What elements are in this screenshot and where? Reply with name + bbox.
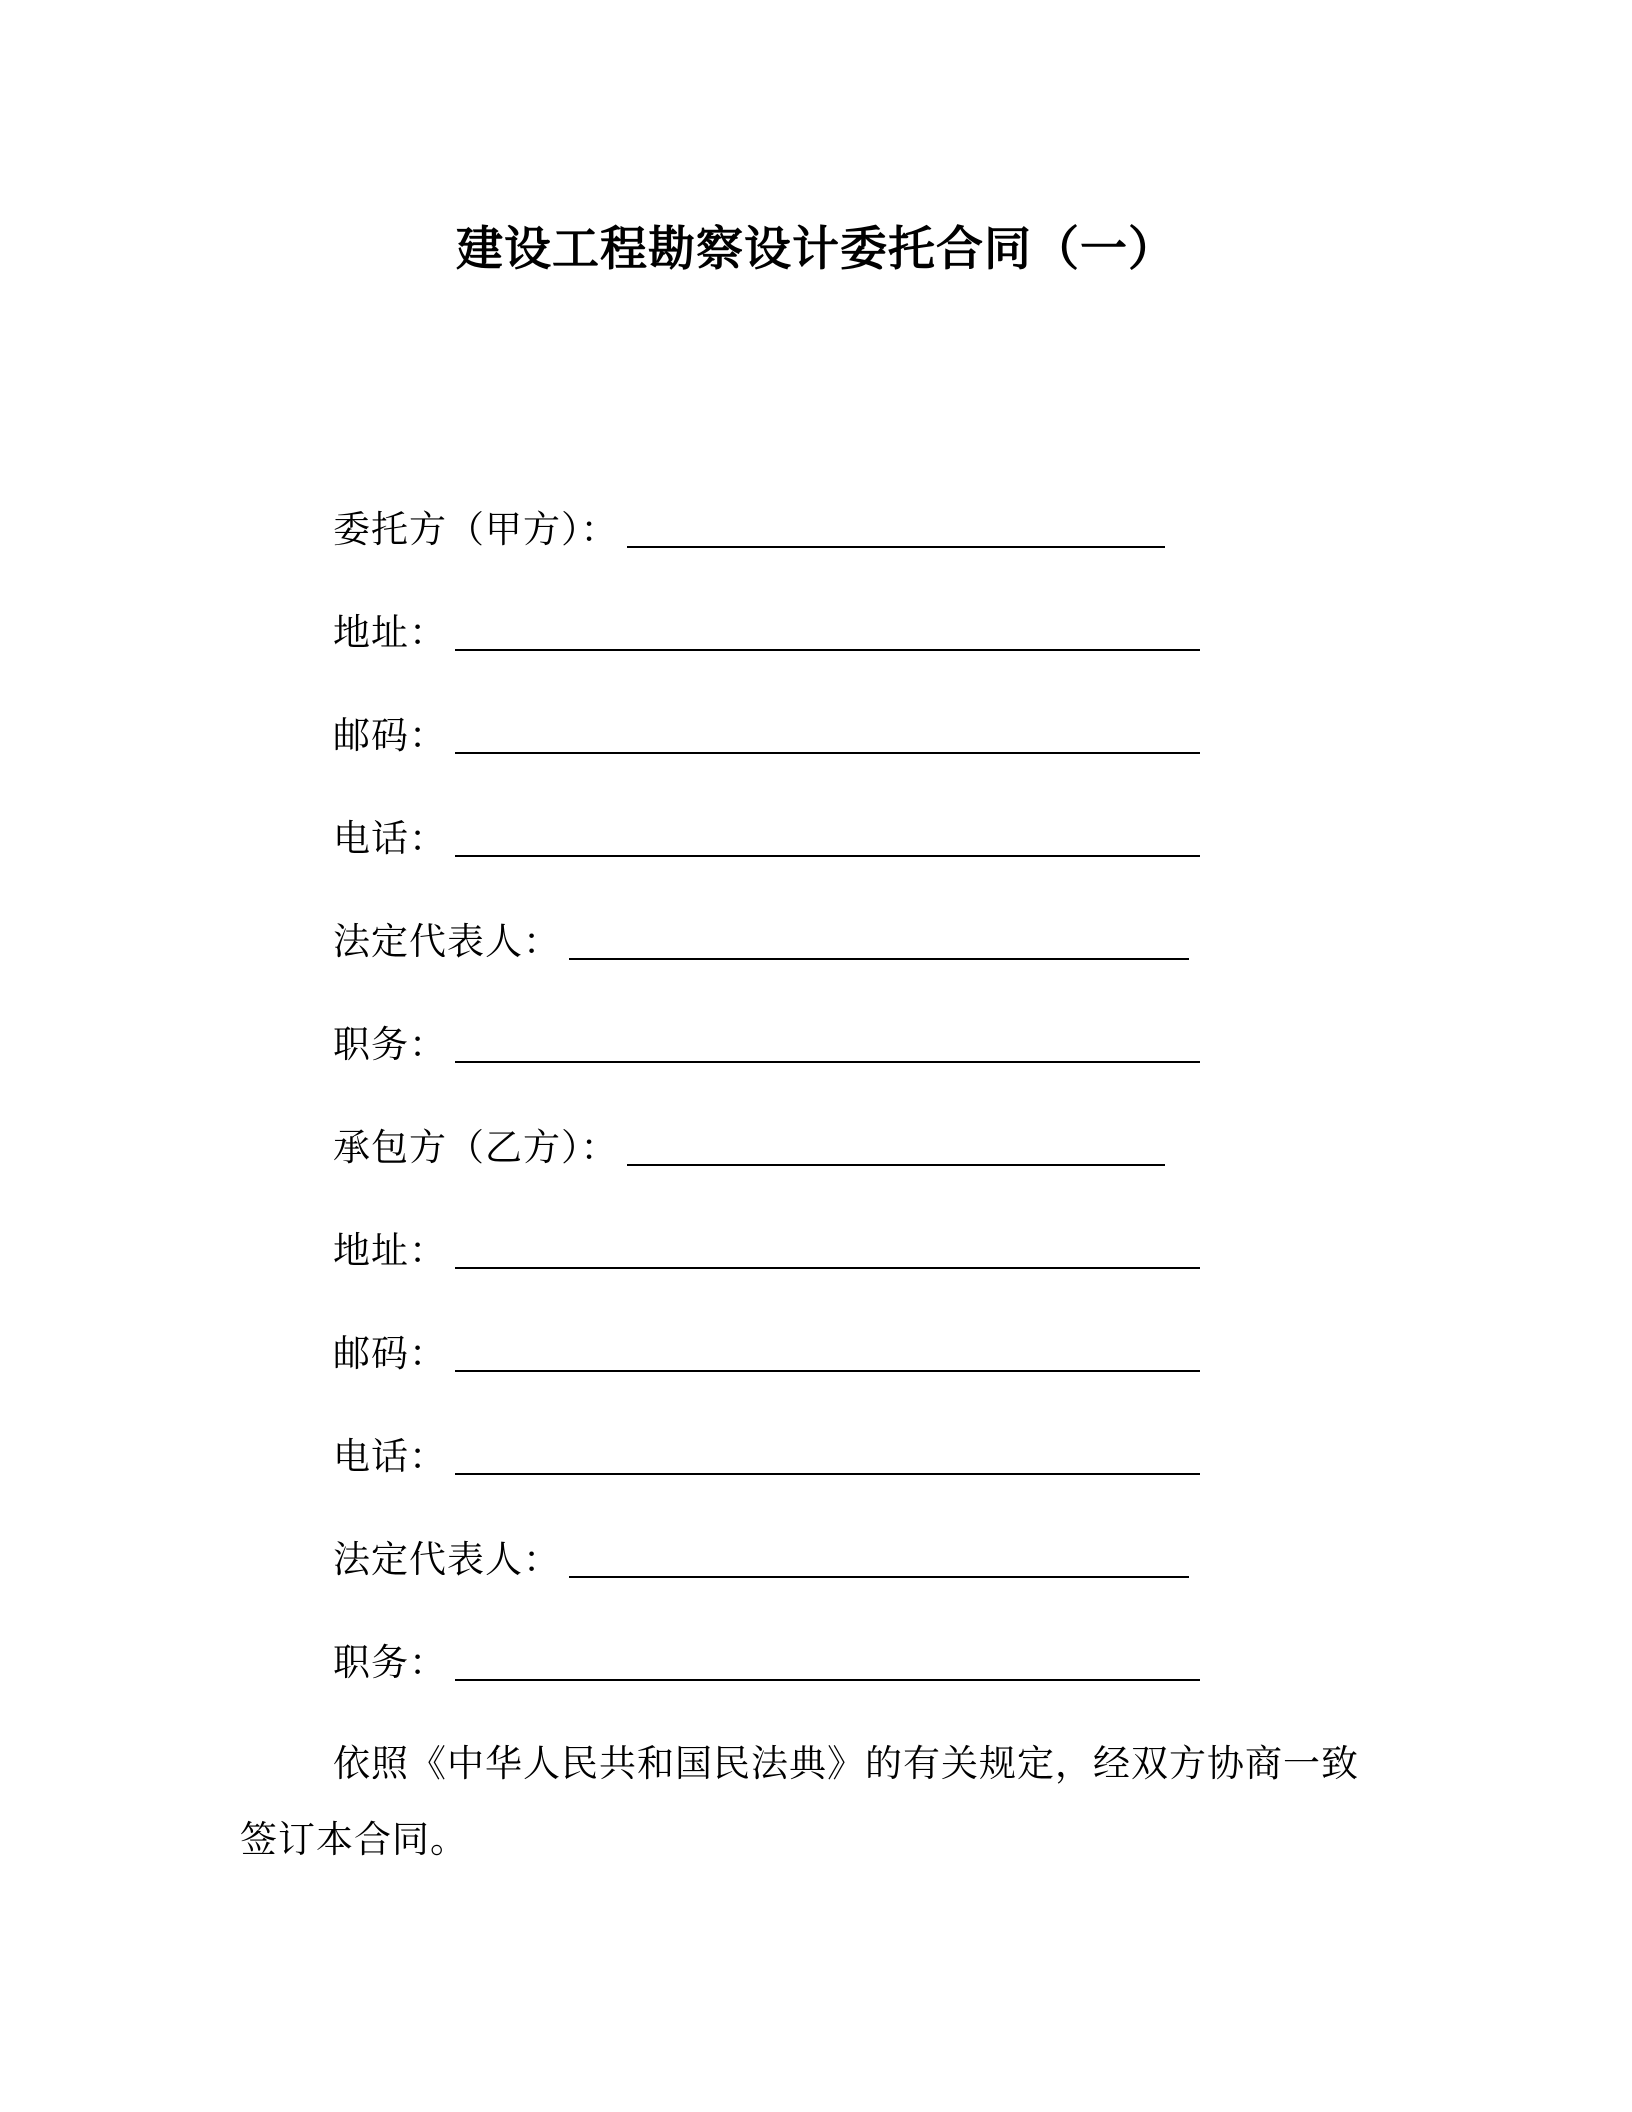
preamble-paragraph: 依照《中华人民共和国民法典》的有关规定，经双方协商一致签订本合同。: [240, 1742, 1359, 1861]
party-a-position-field: [333, 1013, 1200, 1069]
party-b-address-blank[interactable]: [455, 1227, 1200, 1269]
party-b-phone-field: [333, 1425, 1200, 1481]
party-a-legal-rep-label: 法定代表人：: [333, 920, 561, 963]
party-a-address-field: [333, 601, 1200, 657]
party-b-position-label: 职务：: [333, 1641, 447, 1684]
document-title: 建设工程勘察设计委托合同（一）: [456, 222, 1176, 277]
party-b-postcode-field: [333, 1322, 1200, 1378]
party-a-address-label: 地址：: [333, 611, 447, 654]
party-a-postcode-blank[interactable]: [455, 712, 1200, 754]
party-b-position-field: [333, 1631, 1200, 1687]
party-a-phone-field: [333, 807, 1200, 863]
party-b-address-label: 地址：: [333, 1229, 447, 1272]
party-a-address-blank[interactable]: [455, 609, 1200, 651]
party-a-name-blank[interactable]: [627, 506, 1165, 548]
party-b-phone-label: 电话：: [333, 1435, 447, 1478]
party-a-position-blank[interactable]: [455, 1021, 1200, 1063]
party-b-address-field: [333, 1219, 1200, 1275]
party-b-postcode-blank[interactable]: [455, 1330, 1200, 1372]
party-a-name-label: 委托方（甲方）：: [333, 508, 619, 551]
party-a-phone-blank[interactable]: [455, 815, 1200, 857]
party-b-name-field: [333, 1116, 1165, 1172]
party-b-postcode-label: 邮码：: [333, 1332, 447, 1375]
party-b-name-blank[interactable]: [627, 1124, 1165, 1166]
party-b-position-blank[interactable]: [455, 1639, 1200, 1681]
party-a-phone-label: 电话：: [333, 817, 447, 860]
party-b-name-label: 承包方（乙方）：: [333, 1126, 619, 1169]
party-a-legal-rep-blank[interactable]: [569, 918, 1189, 960]
party-b-legal-rep-blank[interactable]: [569, 1536, 1189, 1578]
party-a-position-label: 职务：: [333, 1023, 447, 1066]
party-a-name-field: [333, 498, 1165, 554]
party-b-legal-rep-field: [333, 1528, 1189, 1584]
party-b-legal-rep-label: 法定代表人：: [333, 1538, 561, 1581]
party-b-phone-blank[interactable]: [455, 1433, 1200, 1475]
party-a-postcode-field: [333, 704, 1200, 760]
party-a-legal-rep-field: [333, 910, 1189, 966]
party-a-postcode-label: 邮码：: [333, 714, 447, 757]
